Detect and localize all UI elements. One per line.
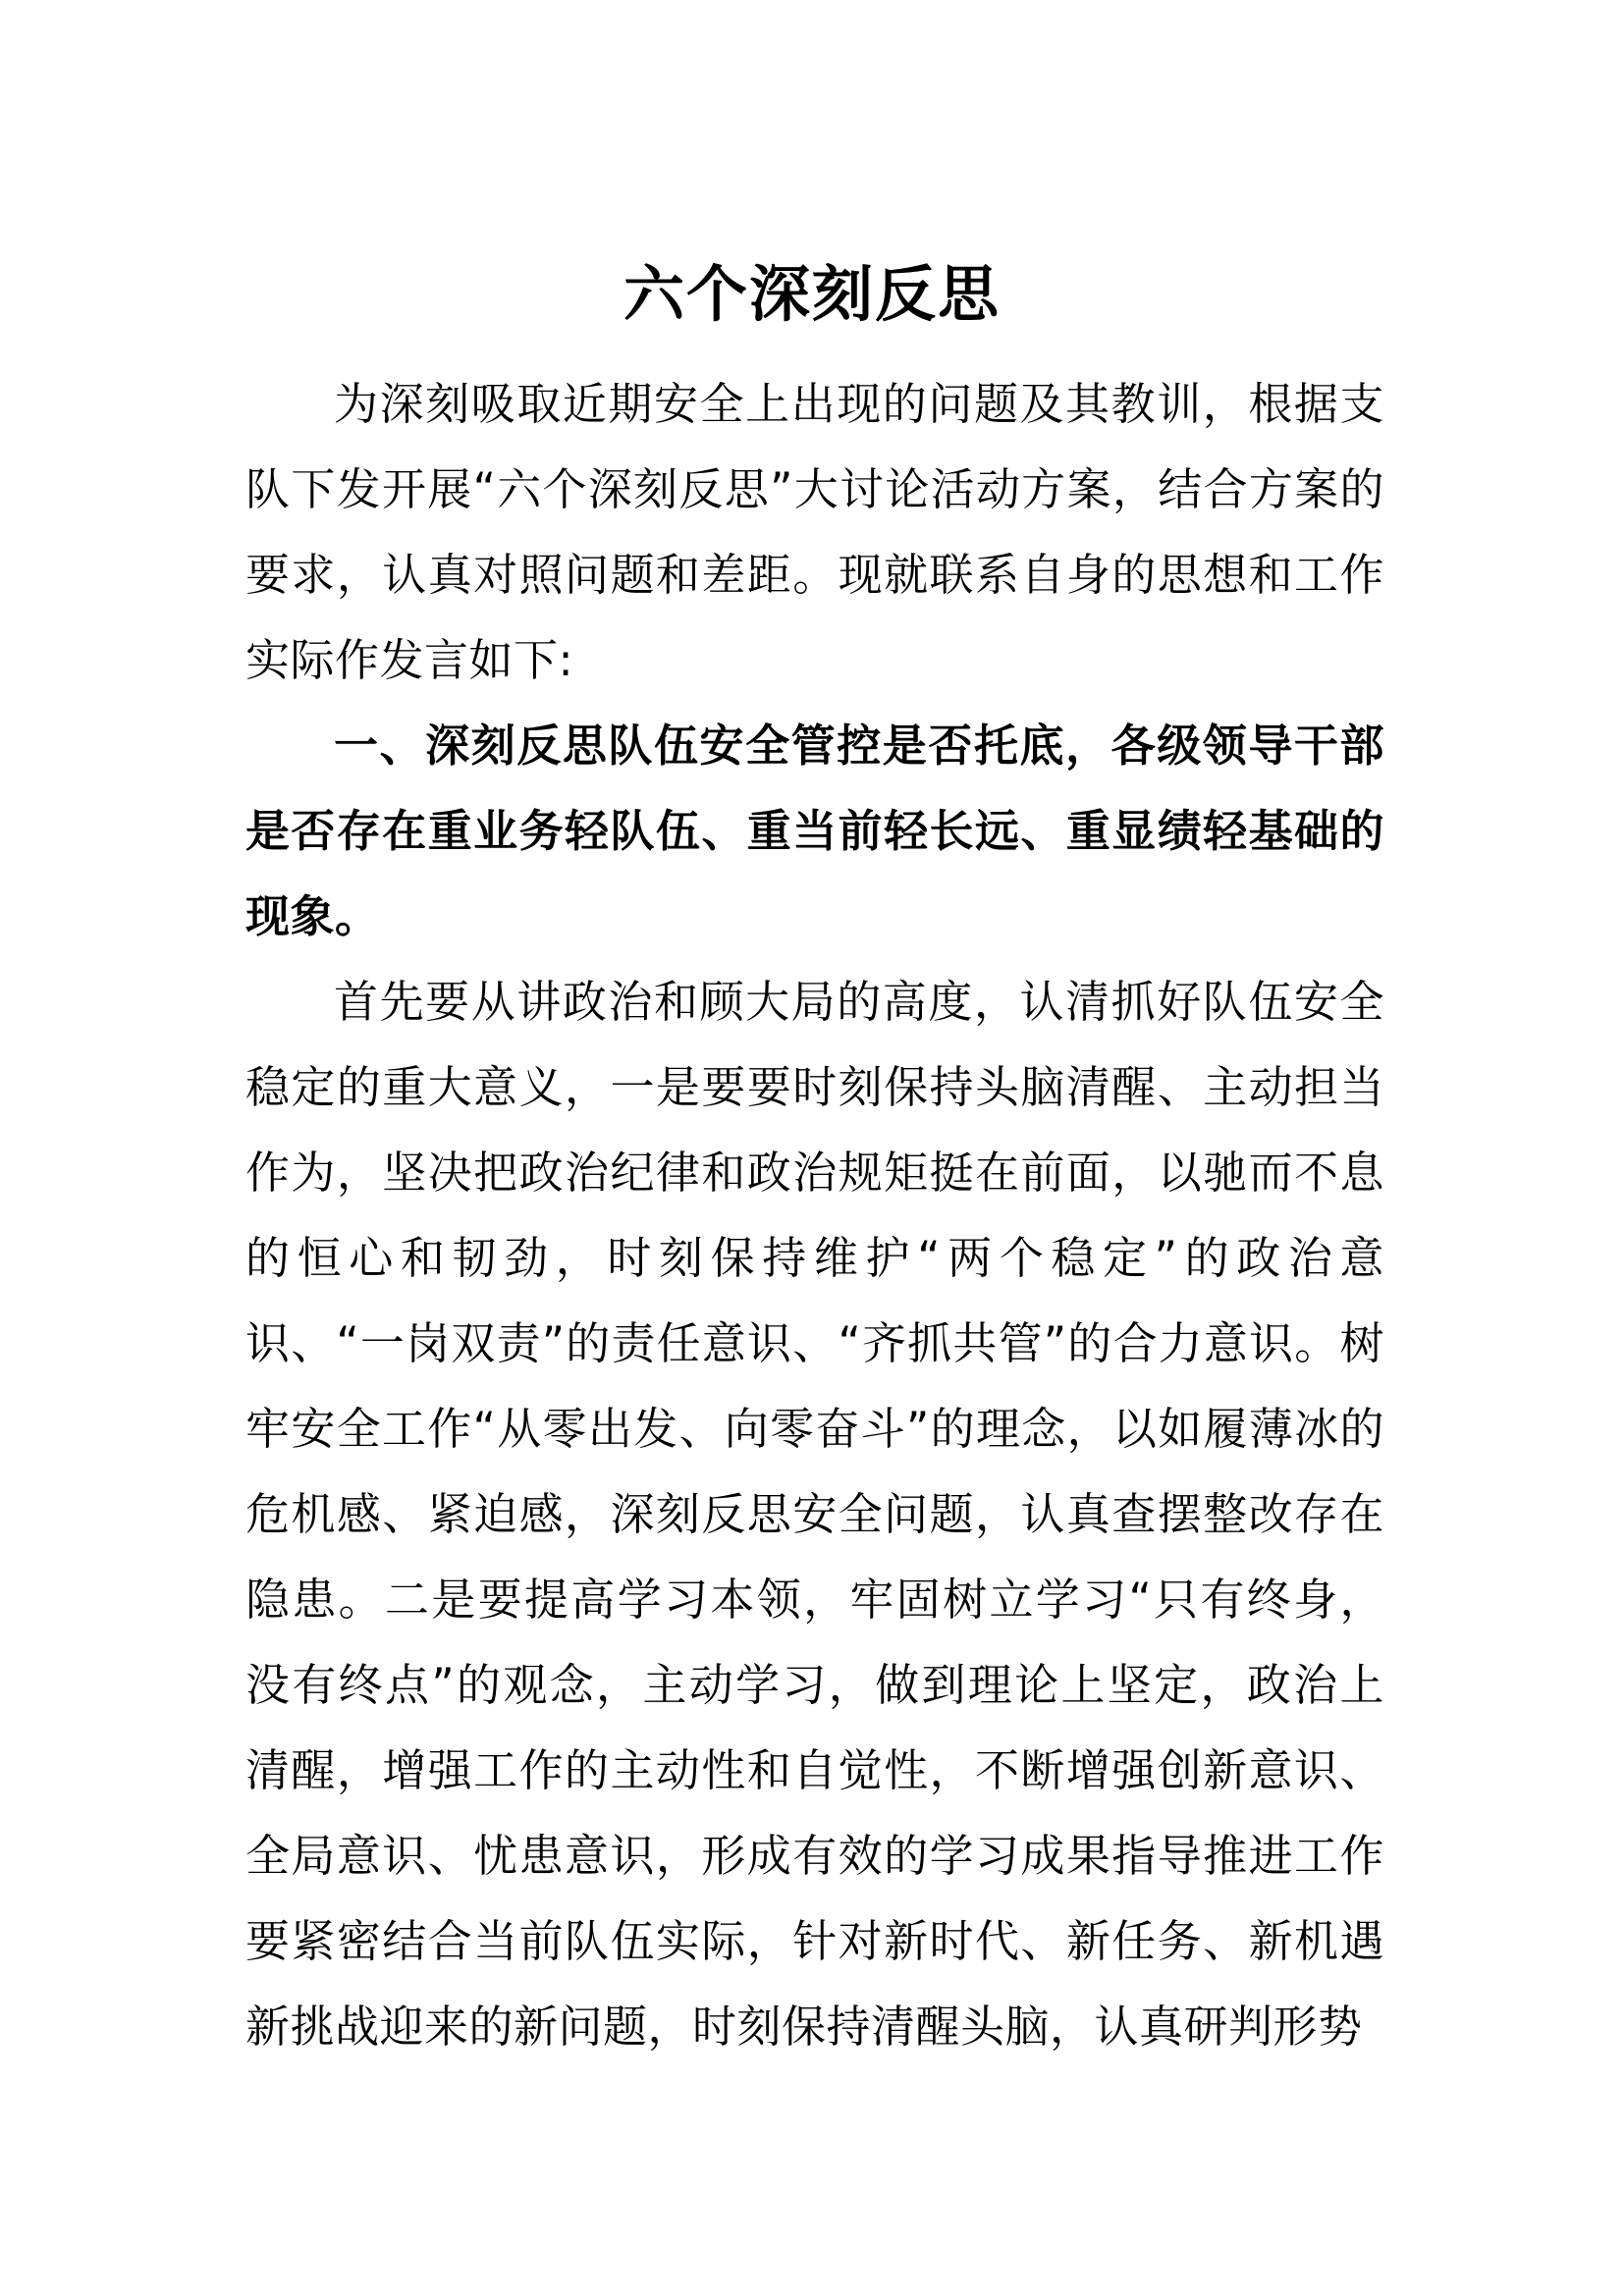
body-paragraph: 首先要从讲政治和顾大局的高度，认清抓好队伍安全稳定的重大意义，一是要要时刻保持头脑清醒、主动担当作为，坚决把政治纪律和政治规矩挺在前面，以驰而不息的恒心和韧劲，时刻保持维护“两个稳定”的政治意识、“一岗双责”的责任意识、“齐抓共管”的合力意识。树牢安全工作“从零出发、向零奋斗”的理念，以如履薄冰的危机感、紧迫感，深刻反思安全问题，认真查摆整改存在隐患。二是要提高学习本领，牢固树立学习“只有终身，没有终点”的观念，主动学习，做到理论上坚定，政治上清醒，增强工作的主动性和自觉性，不断增强创新意识、全局意识、忧患意识，形成有效的学习成果指导推进工作要紧密结合当前队伍实际，针对新时代、新任务、新机遇新挑战迎来的新问题，时刻保持清醒头脑，认真研判形势 xyxy=(245,976,1384,2053)
page-title: 六个深刻反思 xyxy=(623,257,1001,330)
document-body xyxy=(245,361,1384,2069)
section-heading: 一、深刻反思队伍安全管控是否托底，各级领导干部是否存在重业务轻队伍、重当前轻长远、重显绩轻基础的现象。 xyxy=(245,720,1384,942)
intro-paragraph: 为深刻吸取近期安全上出现的问题及其教训，根据支队下发开展“六个深刻反思”大讨论活动方案，结合方案的要求，认真对照问题和差距。现就联系自身的思想和工作实际作发言如下: xyxy=(245,378,1384,686)
